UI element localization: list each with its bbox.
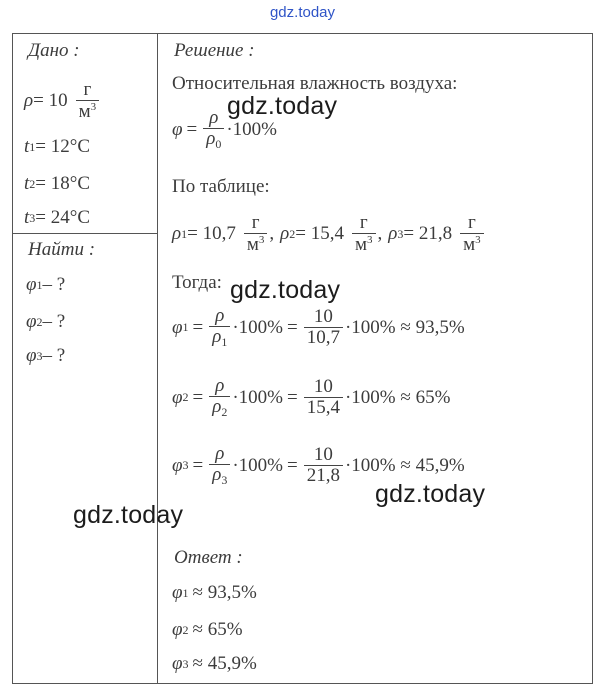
- formula-relative-humidity: φ = $\frac{\rho}{\rho_0}$ ·100%: [172, 107, 278, 151]
- answer-3: φ 3 ≈ 45,9%: [172, 653, 257, 674]
- calc-phi-2: φ 2 = $\frac{\rho}{\rho_2}$ ·100% = $\frac{10}{15,4}$ ·100% ≈ 65%: [172, 375, 451, 419]
- then-label: Тогда:: [172, 272, 222, 293]
- watermark-mid2: gdz.today: [230, 276, 341, 304]
- solution-header: Решение :: [174, 40, 255, 61]
- calc-phi-1: φ 1 = $\frac{\rho}{\rho_1}$ ·100% = $\frac{10}{10,7}$ ·100% ≈ 93,5%: [172, 305, 465, 349]
- find-header: Найти :: [28, 239, 96, 260]
- find-item-1: φ 1 – ?: [26, 274, 66, 295]
- given-header: Дано :: [28, 40, 80, 61]
- answer-header: Ответ :: [174, 547, 243, 568]
- solution-line-humidity: Относительная влажность воздуха:: [172, 73, 458, 94]
- given-t3: t 3 = 24°C: [24, 207, 91, 228]
- column-divider: [157, 33, 158, 684]
- given-t2: t 2 = 18°C: [24, 173, 91, 194]
- find-item-2: φ 2 – ?: [26, 311, 66, 332]
- watermark-left: gdz.today: [73, 501, 184, 529]
- unit-numerator: г: [83, 79, 92, 100]
- solution-table-frame: [12, 33, 593, 684]
- given-find-divider: [12, 233, 158, 234]
- watermark-top: gdz.today: [269, 4, 336, 21]
- saturation-densities: ρ 1 = 10,7 $\frac{г}{м^3}$ , ρ 2 = 15,4 $\frac{г}{м^3}$ , ρ 3 = 21,8 $\frac{г}{м^3}$: [172, 213, 486, 256]
- rho-symbol: ρ: [24, 90, 34, 112]
- unit-fraction: [76, 80, 100, 123]
- answer-2: φ 2 ≈ 65%: [172, 619, 243, 640]
- given-density: [24, 80, 101, 123]
- calc-phi-3: φ 3 = $\frac{\rho}{\rho_3}$ ·100% = $\frac{10}{21,8}$ ·100% ≈ 45,9%: [172, 443, 465, 487]
- watermark-mid1: gdz.today: [227, 92, 338, 120]
- watermark-right: gdz.today: [375, 480, 486, 508]
- table-label: По таблице:: [172, 176, 270, 197]
- unit-denominator: $м^3$: [76, 100, 100, 123]
- find-item-3: φ 3 – ?: [26, 345, 66, 366]
- given-t1: t 1 = 12°C: [24, 136, 91, 157]
- answer-1: φ 1 ≈ 93,5%: [172, 582, 257, 603]
- rho-value: = 10: [33, 90, 68, 112]
